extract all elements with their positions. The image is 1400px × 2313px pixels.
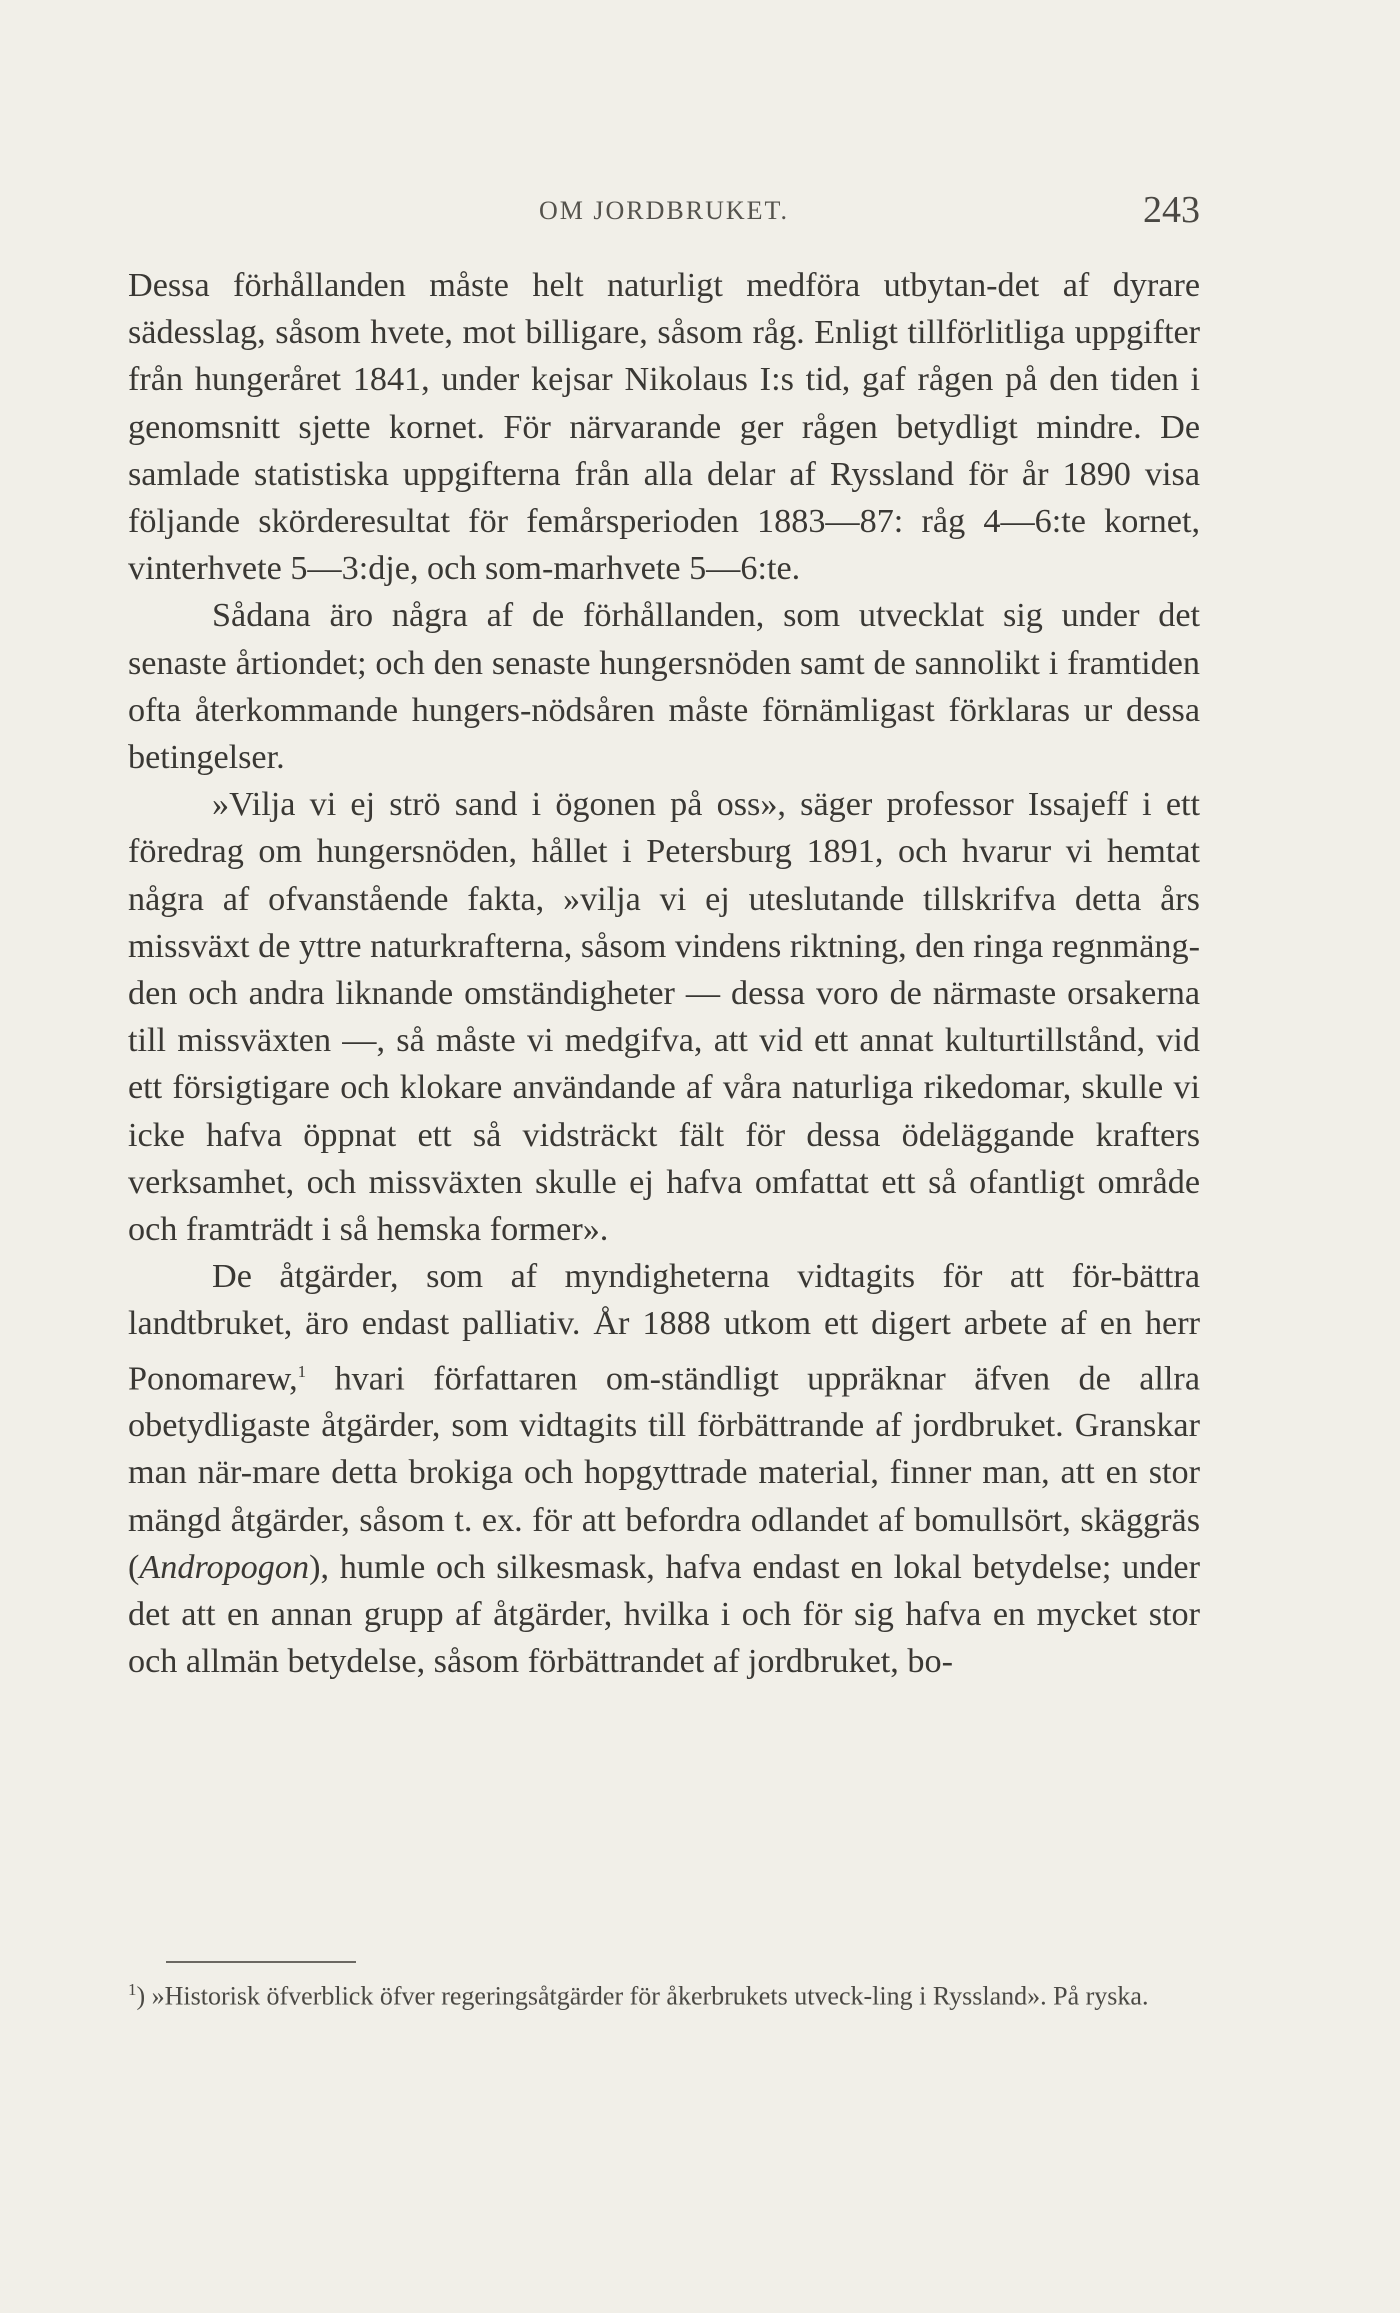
paragraph-2: Sådana äro några af de förhållanden, som utvecklat sig under det senaste årtiondet; och den senaste hungersnöden samt de sannolikt i framtiden ofta återkommande hungers-nödsåren måste förnämligast förklaras ur dessa betingelser.: [128, 597, 1200, 777]
footnote-divider: [166, 1961, 356, 1963]
footnote: [128, 1970, 1200, 2017]
paragraph-1: Dessa förhållanden måste helt naturligt medföra utbytan-det af dyrare sädesslag, såsom hvete, mot billigare, såsom råg. Enligt tillförlitliga uppgifter från hungeråret 1841, under kejsar Nikolaus I:s tid, gaf rågen på den tiden i genomsnitt sjette kornet. För närvarande ger rågen betydligt mindre. De samlade statistiska uppgifterna från alla delar af Ryssland för år 1890 visa följande skörderesultat för femårsperioden 1883—87: råg 4—6:te kornet, vinterhvete 5—3:dje, och som-marhvete 5—6:te.: [128, 267, 1200, 588]
running-head: [128, 189, 1200, 252]
paragraph-4-middle: hvari författaren om-ständligt uppräknar äfven de allra obetydligaste åtgärder, som vidtagits till förbättrande af jordbruket. Granskar man när-mare detta brokiga och hopgyttrade material, finner man, att en stor mängd åtgärder, såsom t. ex. för att befordra odlandet af bomullsört, skäggräs (: [128, 1360, 1200, 1586]
footnote-mark: 1: [128, 1980, 137, 1999]
page-number: 243: [1143, 189, 1200, 231]
footnote-text: ) »Historisk öfverblick öfver regeringsåtgärder för åkerbrukets utveck-ling i Ryssland». På ryska.: [136, 1981, 1149, 2011]
running-title: OM JORDBRUKET.: [539, 196, 789, 225]
book-page: [128, 184, 1200, 2104]
paragraph-3: »Vilja vi ej strö sand i ögonen på oss», säger professor Issajeff i ett föredrag om hungersnöden, hållet i Petersburg 1891, och hvarur vi hemtat några af ofvanstående fakta, »vilja vi ej uteslutande tillskrifva detta års missväxt de yttre naturkrafterna, såsom vindens riktning, den ringa regnmäng-den och andra liknande omständigheter — dessa voro de närmaste orsakerna till missväxten —, så måste vi medgifva, att vid ett annat kulturtillstånd, vid ett försigtigare och klokare användande af våra naturliga rikedomar, skulle vi icke hafva öppnat ett så vidsträckt fält för dessa ödeläggande krafters verksamhet, och missväxten skulle ej hafva omfattat ett så ofantligt område och framträdt i så hemska former».: [128, 786, 1200, 1249]
paragraph-4-ending: ), humle och silkesmask, hafva endast en lokal betydelse; under det att en annan grupp af åtgärder, hvilka i och för sig hafva en mycket stor och allmän betydelse, såsom förbättrandet af jordbruket, bo-: [128, 1548, 1200, 1681]
body-text: [128, 262, 1200, 1982]
paragraph-4: [128, 1253, 1200, 1685]
italic-species-name: Andropogon: [139, 1548, 310, 1586]
paragraph-4-opening: De åtgärder, som af myndigheterna vidtagits för att för-bättra landtbruket, äro endast palliativ. År 1888 utkom ett digert arbete af en herr Ponomarew,: [128, 1258, 1200, 1398]
footnote-reference: 1: [297, 1361, 307, 1381]
